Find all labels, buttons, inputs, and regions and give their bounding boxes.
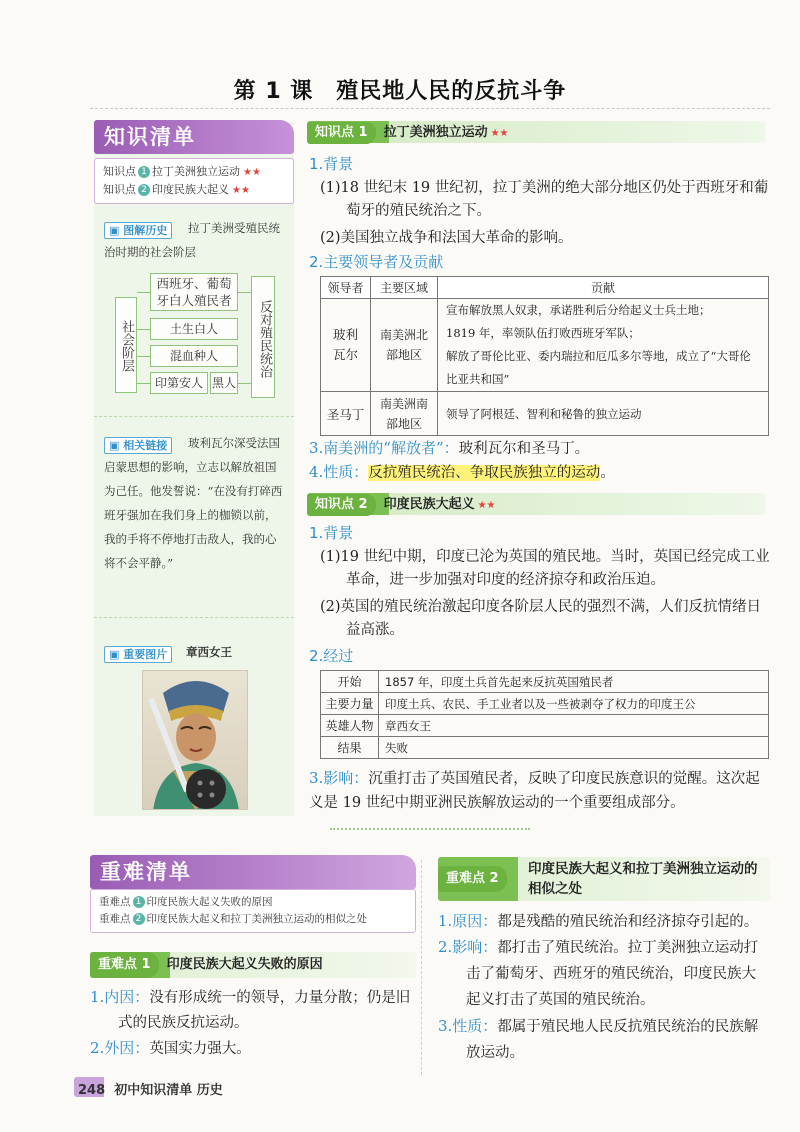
kp2-header: [307, 493, 765, 515]
d2-badge: 重难点 2: [438, 866, 507, 892]
kp1-leader-heading: 2.主要领导者及贡献: [309, 253, 444, 271]
kp1-title: 拉丁美洲独立运动: [383, 125, 488, 140]
kp1-bg-item-2: (2)美国独立战争和法国大革命的影响。: [320, 230, 573, 246]
diagram-box-blacks: 黑人: [210, 372, 238, 394]
d1-badge: 重难点 1: [90, 952, 159, 978]
d1-external: 2.外因：英国实力强大。: [90, 1039, 251, 1057]
knowledge-list-banner: 知识清单: [94, 120, 294, 154]
kp2-bg-heading: 1.背景: [309, 524, 354, 542]
table-header: 主要区域: [371, 277, 438, 299]
sidebar-divider: [94, 416, 294, 417]
kp2-process-heading: 2.经过: [309, 647, 354, 665]
diagram-right-label: 反对殖民统治: [251, 276, 275, 398]
kp2-title: 印度民族大起义: [383, 497, 475, 512]
knowledge-list: [94, 158, 294, 204]
kp1-badge: 知识点 1: [307, 122, 376, 144]
diagram-intro: 拉丁美洲受殖民统治时期的社会阶层: [104, 221, 280, 259]
kp1-header: [307, 121, 765, 143]
d2-nature: 3.性质：都属于殖民地人民反抗殖民统治的民族解放运动。: [438, 1017, 759, 1061]
diagram-box-mestizos: 混血种人: [150, 345, 238, 367]
star-icon: ★★: [232, 185, 250, 196]
diagram-box-creoles: 土生白人: [150, 318, 238, 340]
table-row: 结果 失败: [321, 737, 769, 759]
star-icon: ★★: [477, 500, 496, 511]
kp1-liberator: 3.南美洲的“解放者”：玻利瓦尔和圣马丁。: [309, 439, 590, 457]
related-link-text: 玻利瓦尔深受法国启蒙思想的影响，立志以解放祖国为己任。他发誓说：“在没有打碎西班牙强加在我们身上的枷锁以前，我的手将不停地打击敌人，我的心将不会平静。”: [104, 436, 283, 570]
kp2-bg-item-1: (1)19 世纪中期，印度已沦为英国的殖民地。当时，英国已经完成工业革命，进一步加强对印度的经济掠夺和政治压迫。: [320, 549, 770, 588]
document-icon: ▣: [109, 224, 120, 237]
d2-title: 印度民族大起义和拉丁美洲独立运动的相似之处: [528, 861, 758, 897]
kp2-impact: 3.影响：沉重打击了英国殖民者，反映了印度民族意识的觉醒。这次起义是 19 世纪中期亚洲民族解放运动的一个重要组成部分。: [309, 769, 760, 811]
section-divider: [330, 828, 530, 830]
highlighted-text: 反抗殖民统治、争取民族独立的运动: [368, 465, 601, 481]
table-header: 领导者: [321, 277, 371, 299]
difficult-list: [90, 889, 416, 933]
list-item[interactable]: 知识点 1 拉丁美洲独立运动 ★★: [103, 165, 261, 178]
d2-impact: 2.影响：都打击了殖民统治。拉丁美洲独立运动打击了葡萄牙、西班牙的殖民统治，印度民族大起义打击了英国的殖民统治。: [438, 938, 759, 1008]
book-title: 初中知识清单 历史: [114, 1083, 223, 1098]
sidebar-divider: [94, 617, 294, 618]
diagram-box-colonists: 西班牙、葡萄牙白人殖民者: [150, 273, 238, 311]
d1-internal: 1.内因：没有形成统一的领导，力量分散；仍是旧式的民族反抗运动。: [90, 988, 411, 1031]
star-icon: ★★: [490, 128, 509, 139]
list-item[interactable]: 重难点 1 印度民族大起义失败的原因: [99, 896, 273, 908]
page-number: 248: [78, 1083, 106, 1098]
process-table: [320, 670, 769, 759]
table-row: 英雄人物 章西女王: [321, 715, 769, 737]
column-divider: [421, 860, 422, 1075]
kp1-bg-heading: 1.背景: [309, 155, 354, 173]
table-row: 主要力量 印度土兵、农民、手工业者以及一些被剥夺了权力的印度王公: [321, 693, 769, 715]
kp2-badge: 知识点 2: [307, 494, 376, 516]
kp1-bg-item-1: (1)18 世纪末 19 世纪初，拉丁美洲的绝大部分地区仍处于西班牙和葡萄牙的殖民统治之下。: [320, 180, 769, 219]
difficult-list-banner: 重难清单: [90, 855, 416, 889]
kp1-nature: 4.性质：反抗殖民统治、争取民族独立的运动。: [309, 463, 615, 481]
star-icon: ★★: [243, 167, 261, 178]
table-row: 玻利瓦尔 南美洲北部地区 宣布解放黑人奴隶，承诺胜利后分给起义士兵土地； 1819 年，率领队伍打败西班牙军队； 解放了哥伦比亚、委内瑞拉和厄瓜多尔等地，成立了“大哥伦比亚共和国”: [321, 299, 769, 392]
leaders-table: [320, 276, 769, 436]
d2-cause: 1.原因：都是残酷的殖民统治和经济掠夺引起的。: [438, 912, 759, 930]
kp2-bg-item-2: (2)英国的殖民统治激起印度各阶层人民的强烈不满，人们反抗情绪日益高涨。: [320, 599, 762, 638]
list-item[interactable]: 重难点 2 印度民族大起义和拉丁美洲独立运动的相似之处: [99, 913, 367, 925]
d2-header: [438, 857, 770, 901]
title-divider: [90, 108, 770, 109]
footer: [78, 1079, 223, 1098]
list-item[interactable]: 知识点 2 印度民族大起义 ★★: [103, 183, 250, 196]
image-icon: ▣: [109, 648, 120, 661]
diagram-left-label: 社会阶层: [115, 297, 137, 393]
diagram-box-indigenous: 印第安人: [150, 372, 208, 394]
diagram-tag: ▣ 图解历史: [104, 219, 172, 239]
page-title: 第 1 课 殖民地人民的反抗斗争: [233, 79, 567, 104]
link-tag: ▣ 相关链接: [104, 434, 172, 454]
image-caption: 章西女王: [186, 645, 232, 659]
rani-portrait-image: [142, 670, 248, 810]
d1-title: 印度民族大起义失败的原因: [166, 957, 323, 972]
d1-header: [90, 952, 416, 978]
table-row: 开始 1857 年，印度土兵首先起来反抗英国殖民者: [321, 671, 769, 693]
link-icon: ▣: [109, 439, 120, 452]
table-row: 圣马丁 南美洲南部地区 领导了阿根廷、智利和秘鲁的独立运动: [321, 392, 769, 436]
table-header: 贡献: [438, 277, 769, 299]
image-tag: ▣ 重要图片: [104, 643, 172, 663]
